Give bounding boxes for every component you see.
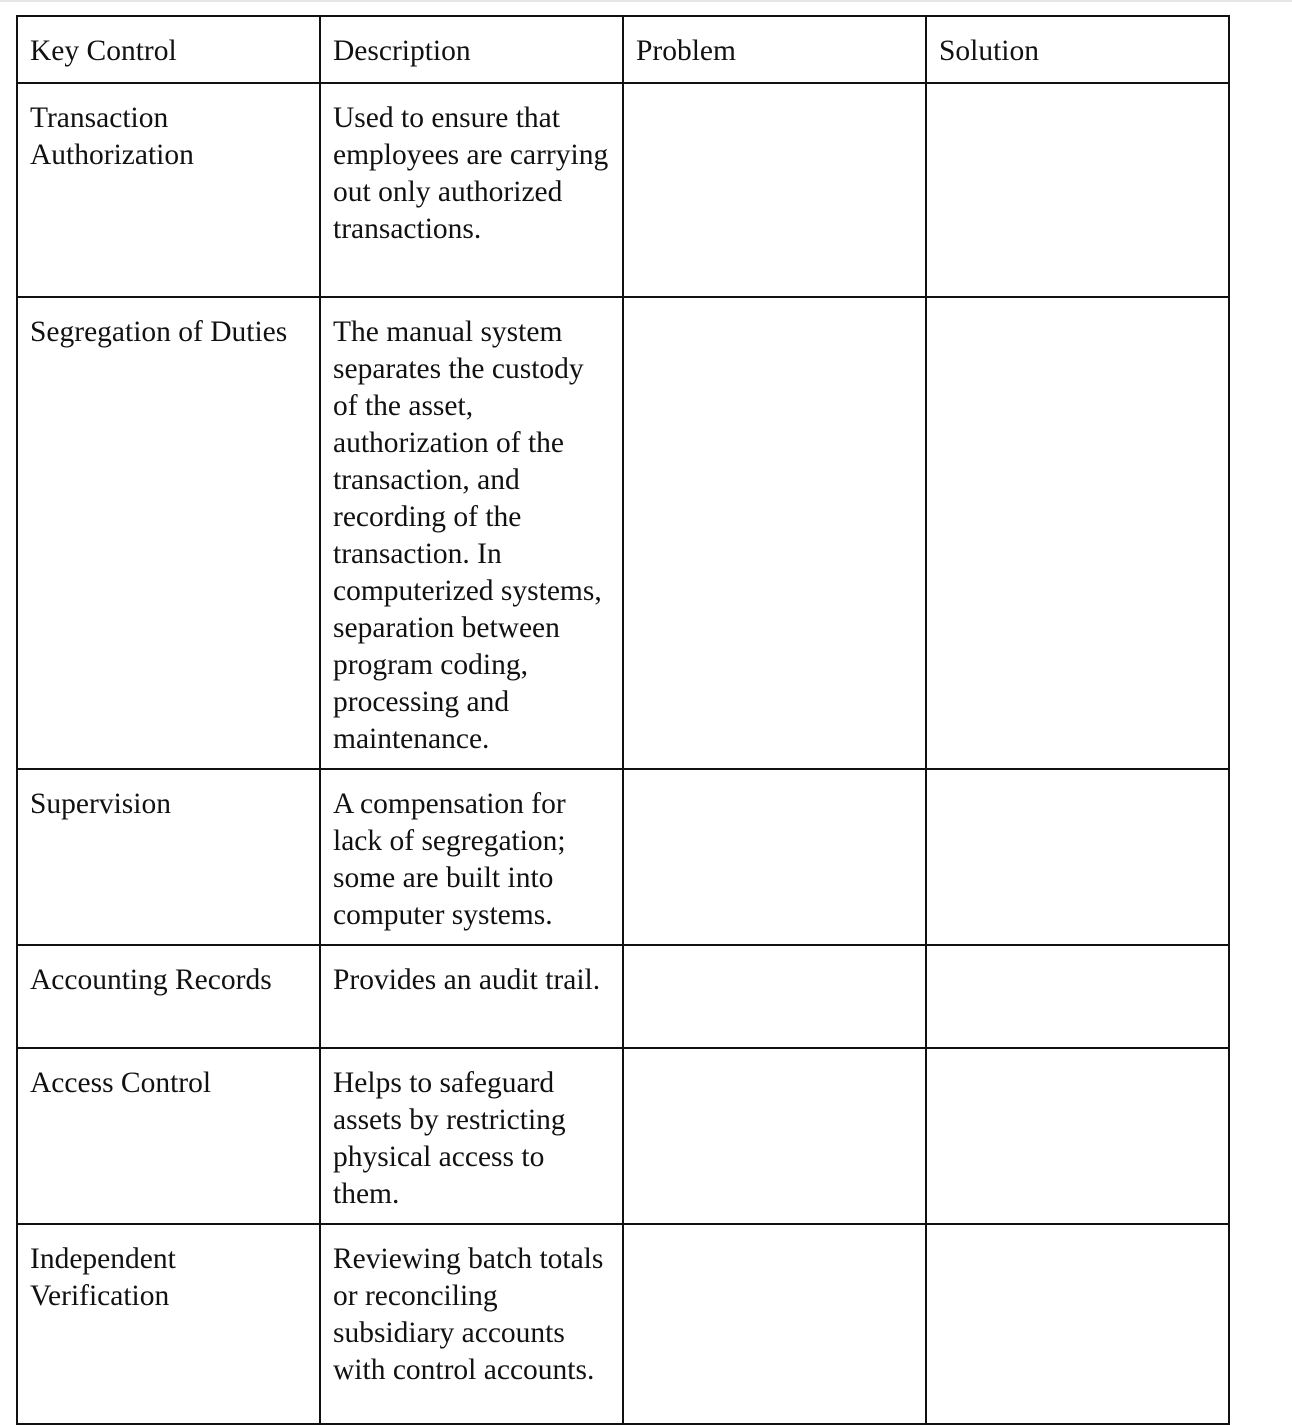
description-cell: Used to ensure that employees are carrying out only authorized transactions. <box>320 83 623 297</box>
solution-cell[interactable] <box>926 1048 1229 1224</box>
top-divider <box>0 0 1292 2</box>
table-row <box>17 945 1229 1048</box>
table-row <box>17 1048 1229 1224</box>
problem-cell[interactable] <box>623 83 926 297</box>
description-cell: Helps to safeguard assets by restricting physical access to them. <box>320 1048 623 1224</box>
problem-cell[interactable] <box>623 1048 926 1224</box>
problem-cell[interactable] <box>623 1224 926 1424</box>
header-row <box>17 16 1229 83</box>
table-row <box>17 769 1229 945</box>
header-solution: Solution <box>926 16 1229 83</box>
solution-cell[interactable] <box>926 83 1229 297</box>
header-description: Description <box>320 16 623 83</box>
description-cell: Reviewing batch totals or reconciling subsidiary accounts with control accounts. <box>320 1224 623 1424</box>
solution-cell[interactable] <box>926 1224 1229 1424</box>
table-row <box>17 1224 1229 1424</box>
key-control-cell: Segregation of Duties <box>17 297 320 769</box>
problem-cell[interactable] <box>623 769 926 945</box>
description-cell: Provides an audit trail. <box>320 945 623 1048</box>
problem-cell[interactable] <box>623 297 926 769</box>
table-row <box>17 297 1229 769</box>
description-cell: The manual system separates the custody of the asset, authorization of the transaction, and recording of the transaction. In computerized systems, separation between program coding, processing and maintenance. <box>320 297 623 769</box>
table-row <box>17 83 1229 297</box>
key-control-cell: Transaction Authorization <box>17 83 320 297</box>
header-problem: Problem <box>623 16 926 83</box>
key-control-cell: Access Control <box>17 1048 320 1224</box>
header-key-control: Key Control <box>17 16 320 83</box>
solution-cell[interactable] <box>926 769 1229 945</box>
key-control-cell: Supervision <box>17 769 320 945</box>
solution-cell[interactable] <box>926 297 1229 769</box>
solution-cell[interactable] <box>926 945 1229 1048</box>
description-cell: A compensation for lack of segregation; some are built into computer systems. <box>320 769 623 945</box>
key-controls-table <box>16 15 1230 1425</box>
problem-cell[interactable] <box>623 945 926 1048</box>
key-control-cell: Independent Verification <box>17 1224 320 1424</box>
key-control-cell: Accounting Records <box>17 945 320 1048</box>
